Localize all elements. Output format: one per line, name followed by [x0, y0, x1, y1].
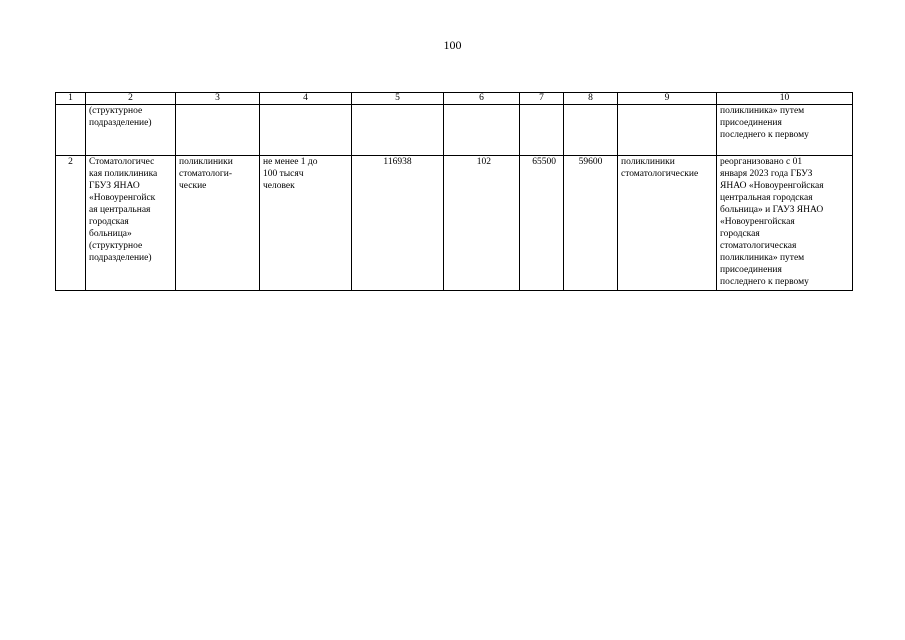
- table-header-row: [56, 93, 853, 105]
- table-cell-type: поликлиники стоматологи- ческие: [176, 156, 260, 291]
- table-cell-col8: [564, 105, 618, 156]
- table-cell-col7: [520, 105, 564, 156]
- table-cell-number: 2: [56, 156, 86, 291]
- column-header: 5: [352, 93, 444, 105]
- column-header: 7: [520, 93, 564, 105]
- column-header: 4: [260, 93, 352, 105]
- table-row: [56, 156, 853, 291]
- table-cell-col9: поликлиники стоматологические: [618, 156, 717, 291]
- table-cell-population: не менее 1 до 100 тысяч человек: [260, 156, 352, 291]
- column-header: 2: [86, 93, 176, 105]
- table-cell-organization: Стоматологичес кая поликлиника ГБУЗ ЯНАО «Новоуренгойск ая центральная городская больница» (структурное подразделение): [86, 156, 176, 291]
- table-cell-type: [176, 105, 260, 156]
- column-header: 10: [717, 93, 853, 105]
- data-table: [55, 92, 853, 291]
- table-cell-col5: [352, 105, 444, 156]
- column-header: 6: [444, 93, 520, 105]
- table-cell-number: [56, 105, 86, 156]
- column-header: 8: [564, 93, 618, 105]
- table-cell-col6: 102: [444, 156, 520, 291]
- table-cell-note: реорганизовано с 01 января 2023 года ГБУЗ ЯНАО «Новоуренгойская центральная городская больница» и ГАУЗ ЯНАО «Новоуренгойская городская стоматологическая поликлиника» путем присоединения последнего к первому: [717, 156, 853, 291]
- table-cell-note: поликлиника» путем присоединения последнего к первому: [717, 105, 853, 156]
- table-cell-col9: [618, 105, 717, 156]
- table-cell-col5: 116938: [352, 156, 444, 291]
- table-cell-organization: (структурное подразделение): [86, 105, 176, 156]
- table-row: [56, 105, 853, 156]
- table-cell-population: [260, 105, 352, 156]
- table-cell-col6: [444, 105, 520, 156]
- column-header: 9: [618, 93, 717, 105]
- page-number: 100: [443, 38, 462, 52]
- table-cell-col8: 59600: [564, 156, 618, 291]
- column-header: 1: [56, 93, 86, 105]
- column-header: 3: [176, 93, 260, 105]
- table-cell-col7: 65500: [520, 156, 564, 291]
